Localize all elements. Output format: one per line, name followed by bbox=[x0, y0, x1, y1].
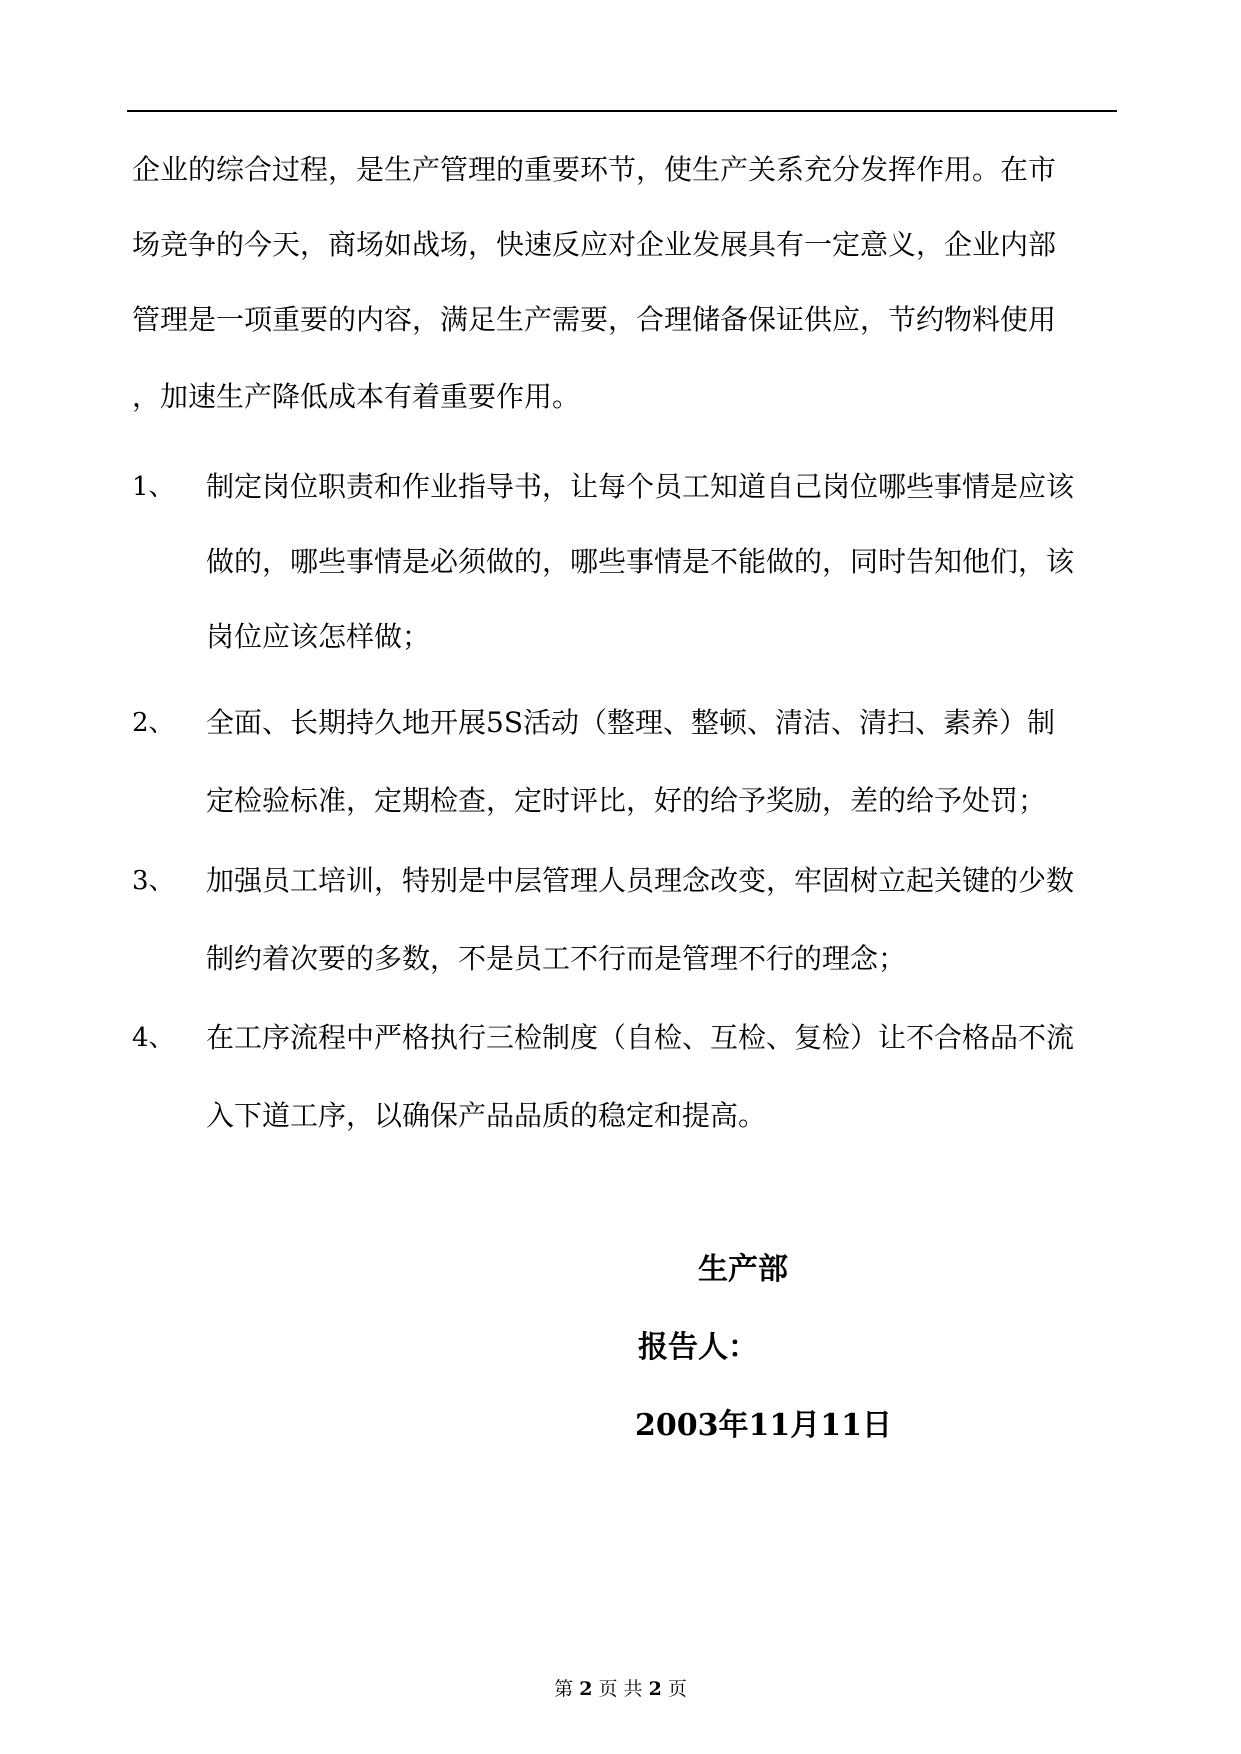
paragraph-line: 场竞争的今天，商场如战场，快速反应对企业发展具有一定意义，企业内部 bbox=[132, 228, 1057, 261]
footer-total-pages: 2 bbox=[648, 1678, 662, 1700]
header-rule bbox=[127, 110, 1117, 112]
list-item-line: 在工序流程中严格执行三检制度（自检、互检、复检）让不合格品不流 bbox=[206, 1021, 1075, 1054]
list-item-number: 1、 bbox=[132, 472, 175, 502]
list-item-line: 制定岗位职责和作业指导书，让每个员工知道自己岗位哪些事情是应该 bbox=[206, 470, 1075, 503]
signature-date: 2003年11月11日 bbox=[635, 1408, 892, 1443]
paragraph-line: 管理是一项重要的内容，满足生产需要，合理储备保证供应，节约物料使用 bbox=[132, 303, 1057, 336]
signature-reporter-label: 报告人： bbox=[638, 1330, 758, 1365]
signature-department: 生产部 bbox=[698, 1252, 788, 1287]
list-item-line: 全面、长期持久地开展5S活动（整理、整顿、清洁、清扫、素养）制 bbox=[206, 706, 1055, 739]
list-item-line: 入下道工序，以确保产品品质的稳定和提高。 bbox=[206, 1099, 767, 1132]
list-item-number: 3、 bbox=[132, 866, 175, 896]
footer-middle: 页 共 bbox=[598, 1678, 643, 1700]
list-item-number: 2、 bbox=[132, 708, 175, 738]
paragraph-line: 企业的综合过程，是生产管理的重要环节，使生产关系充分发挥作用。在市 bbox=[132, 153, 1057, 186]
footer-current-page: 2 bbox=[579, 1678, 593, 1700]
footer-suffix: 页 bbox=[667, 1678, 687, 1700]
list-item-line: 定检验标准，定期检查，定时评比，好的给予奖励，差的给予处罚； bbox=[206, 784, 1047, 817]
list-item-line: 加强员工培训，特别是中层管理人员理念改变，牢固树立起关键的少数 bbox=[206, 864, 1075, 897]
page-footer bbox=[0, 1676, 1241, 1702]
footer-prefix: 第 bbox=[554, 1678, 574, 1700]
list-item-line: 制约着次要的多数，不是员工不行而是管理不行的理念； bbox=[206, 942, 907, 975]
list-item-line: 做的，哪些事情是必须做的，哪些事情是不能做的，同时告知他们，该 bbox=[206, 545, 1075, 578]
list-item-number: 4、 bbox=[132, 1023, 175, 1053]
paragraph-line: ，加速生产降低成本有着重要作用。 bbox=[132, 380, 581, 413]
list-item-line: 岗位应该怎样做； bbox=[206, 620, 431, 653]
